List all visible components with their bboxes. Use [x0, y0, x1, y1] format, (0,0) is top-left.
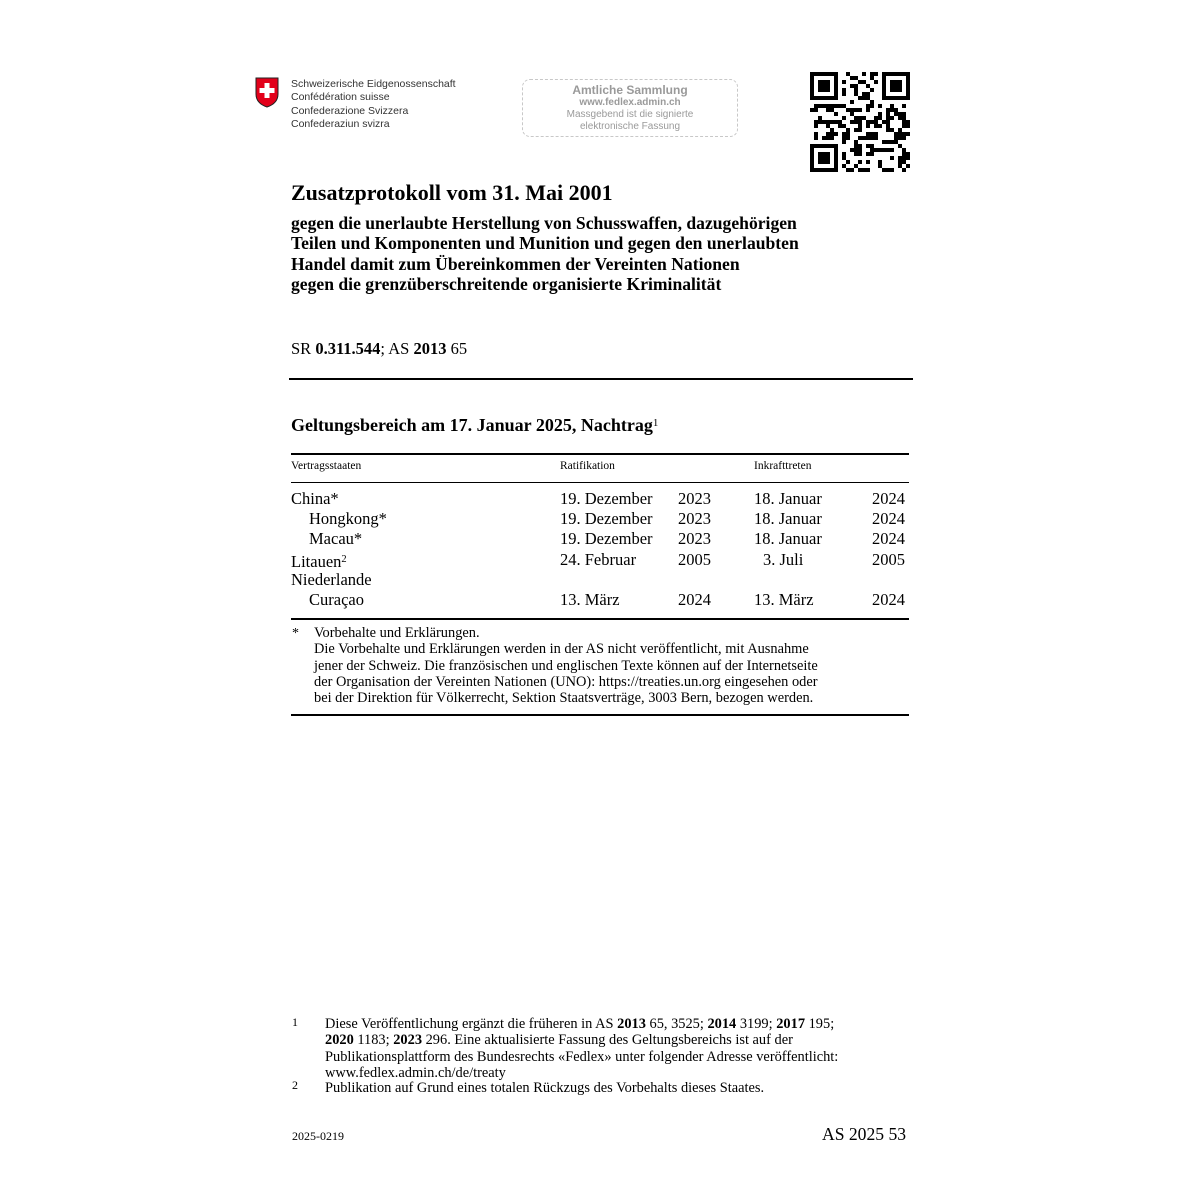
- sr-number: 0.311.544: [315, 339, 381, 358]
- table-cell-entry: 13. März: [754, 590, 814, 609]
- table-cell-ratification: 13. März: [560, 590, 620, 609]
- official-collection-stamp: [522, 79, 738, 137]
- ref-separator: ;: [380, 339, 385, 358]
- fn-year: 2017: [776, 1016, 806, 1032]
- table-cell-ratification-year: 2005: [678, 550, 711, 569]
- stamp-title: Amtliche Sammlung: [572, 83, 688, 97]
- as-label: AS: [388, 339, 410, 358]
- fn-year: 2020: [325, 1032, 354, 1049]
- fn-year: 2023: [393, 1032, 423, 1049]
- note-bottom-rule: [291, 714, 909, 716]
- table-cell-state: [291, 550, 347, 572]
- section-divider: [289, 378, 913, 380]
- stamp-note: elektronische Fassung: [579, 121, 681, 132]
- table-cell-state: Curaçao: [309, 590, 364, 609]
- footnote-number: 2: [292, 1078, 298, 1092]
- note-line: Vorbehalte und Erklärungen.: [314, 625, 480, 641]
- confederation-name: Confederazione Svizzera: [291, 104, 409, 117]
- subtitle-line: gegen die grenzüberschreitende organisierte Kriminalität: [291, 273, 722, 294]
- fn-text: 195;: [805, 1016, 835, 1032]
- as-reference: AS 2025 53: [822, 1124, 907, 1144]
- state-name: Litauen: [291, 552, 342, 571]
- footnote-link[interactable]: www.fedlex.admin.ch/de/treaty: [325, 1064, 506, 1081]
- footnote-ref[interactable]: 2: [341, 554, 347, 565]
- fn-text: 3199;: [736, 1016, 777, 1032]
- table-cell-ratification-year: 2024: [678, 590, 711, 609]
- table-header-rule: [291, 482, 909, 483]
- table-cell-entry: 18. Januar: [754, 509, 822, 528]
- subtitle-line: Handel damit zum Übereinkommen der Vereinten Nationen: [291, 253, 740, 274]
- fn-text: 296. Eine aktualisierte Fassung des Geltungsbereichs ist auf der: [422, 1032, 793, 1049]
- footnote-number: 1: [292, 1015, 298, 1029]
- header-entry-into-force: Inkrafttreten: [754, 460, 812, 472]
- table-cell-state: Hongkong*: [309, 509, 387, 528]
- document-title: Zusatzprotokoll vom 31. Mai 2001: [291, 180, 613, 205]
- sr-label: SR: [291, 339, 312, 358]
- note-marker: *: [292, 626, 299, 641]
- table-cell-entry-year: 2024: [872, 590, 905, 609]
- table-cell-state: Macau*: [309, 529, 363, 548]
- footnote-line: Publikationsplattform des Bundesrechts «Fedlex» unter folgender Adresse veröffentlicht:: [325, 1048, 839, 1065]
- table-top-rule: [291, 453, 909, 455]
- table-cell-entry: 3. Juli: [763, 550, 804, 569]
- table-cell-entry-year: 2024: [872, 489, 905, 508]
- confederation-name: Confederaziun svizra: [291, 117, 390, 130]
- table-cell-ratification: 19. Dezember: [560, 489, 653, 508]
- table-cell-entry-year: 2024: [872, 529, 905, 548]
- scope-title: [291, 415, 658, 436]
- reservations-note: [314, 625, 894, 706]
- confederation-name: Confédération suisse: [291, 91, 390, 104]
- as-page: 65: [450, 339, 468, 358]
- fn-text: 65, 3525;: [645, 1016, 708, 1032]
- fn-text: Diese Veröffentlichung ergänzt die früheren in AS: [325, 1016, 618, 1032]
- swiss-cross-icon: [254, 76, 280, 108]
- footnote-line: [325, 1016, 910, 1032]
- confederation-names: [291, 78, 456, 131]
- subtitle-line: Teilen und Komponenten und Munition und gegen den unerlaubten: [291, 233, 799, 254]
- reference-line: [291, 339, 467, 359]
- header-states: Vertragsstaaten: [291, 460, 362, 472]
- table-cell-state: China*: [291, 489, 339, 508]
- table-cell-entry: 18. Januar: [754, 489, 822, 508]
- table-bottom-rule: [291, 618, 909, 620]
- note-line: der Organisation der Vereinten Nationen (UNO): https://treaties.un.org eingesehen oder: [314, 673, 818, 690]
- stamp-url[interactable]: www.fedlex.admin.ch: [579, 97, 681, 108]
- stamp-note: Massgebend ist die signierte: [566, 109, 694, 120]
- footnote-ref[interactable]: 1: [652, 417, 659, 429]
- header-ratification: Ratifikation: [560, 460, 615, 472]
- table-cell-ratification: 24. Februar: [560, 550, 637, 569]
- table-cell-entry-year: 2024: [872, 509, 905, 528]
- fn-text: 1183;: [353, 1032, 394, 1049]
- fn-year: 2014: [707, 1016, 737, 1032]
- note-line: jener der Schweiz. Die französischen und englischen Texte können auf der Internetseite: [314, 657, 818, 674]
- footnote-text: Publikation auf Grund eines totalen Rückzugs des Vorbehalts dieses Staates.: [325, 1080, 765, 1096]
- table-cell-ratification-year: 2023: [678, 489, 711, 508]
- scope-title-text: Geltungsbereich am 17. Januar 2025, Nachtrag: [291, 415, 653, 435]
- table-cell-ratification-year: 2023: [678, 509, 711, 528]
- table-cell-ratification: 19. Dezember: [560, 509, 653, 528]
- as-year: 2013: [413, 339, 447, 358]
- note-line: bei der Direktion für Völkerrecht, Sektion Staatsverträge, 3003 Bern, bezogen werden.: [314, 690, 814, 707]
- note-line: Die Vorbehalte und Erklärungen werden in der AS nicht veröffentlicht, mit Ausnahme: [314, 641, 809, 658]
- document-subtitle: [291, 213, 911, 294]
- table-cell-ratification: 19. Dezember: [560, 529, 653, 548]
- table-cell-entry: 18. Januar: [754, 529, 822, 548]
- footnote-line: [325, 1032, 910, 1048]
- fn-year: 2013: [617, 1016, 646, 1032]
- table-cell-state: Niederlande: [291, 570, 372, 589]
- table-cell-entry-year: 2005: [872, 550, 905, 569]
- qr-code-icon[interactable]: [810, 72, 910, 172]
- document-code: 2025-0219: [292, 1129, 344, 1143]
- table-cell-ratification-year: 2023: [678, 529, 711, 548]
- confederation-name: Schweizerische Eidgenossenschaft: [291, 78, 456, 90]
- footnote-text: [325, 1016, 910, 1081]
- subtitle-line: gegen die unerlaubte Herstellung von Schusswaffen, dazugehörigen: [291, 213, 797, 233]
